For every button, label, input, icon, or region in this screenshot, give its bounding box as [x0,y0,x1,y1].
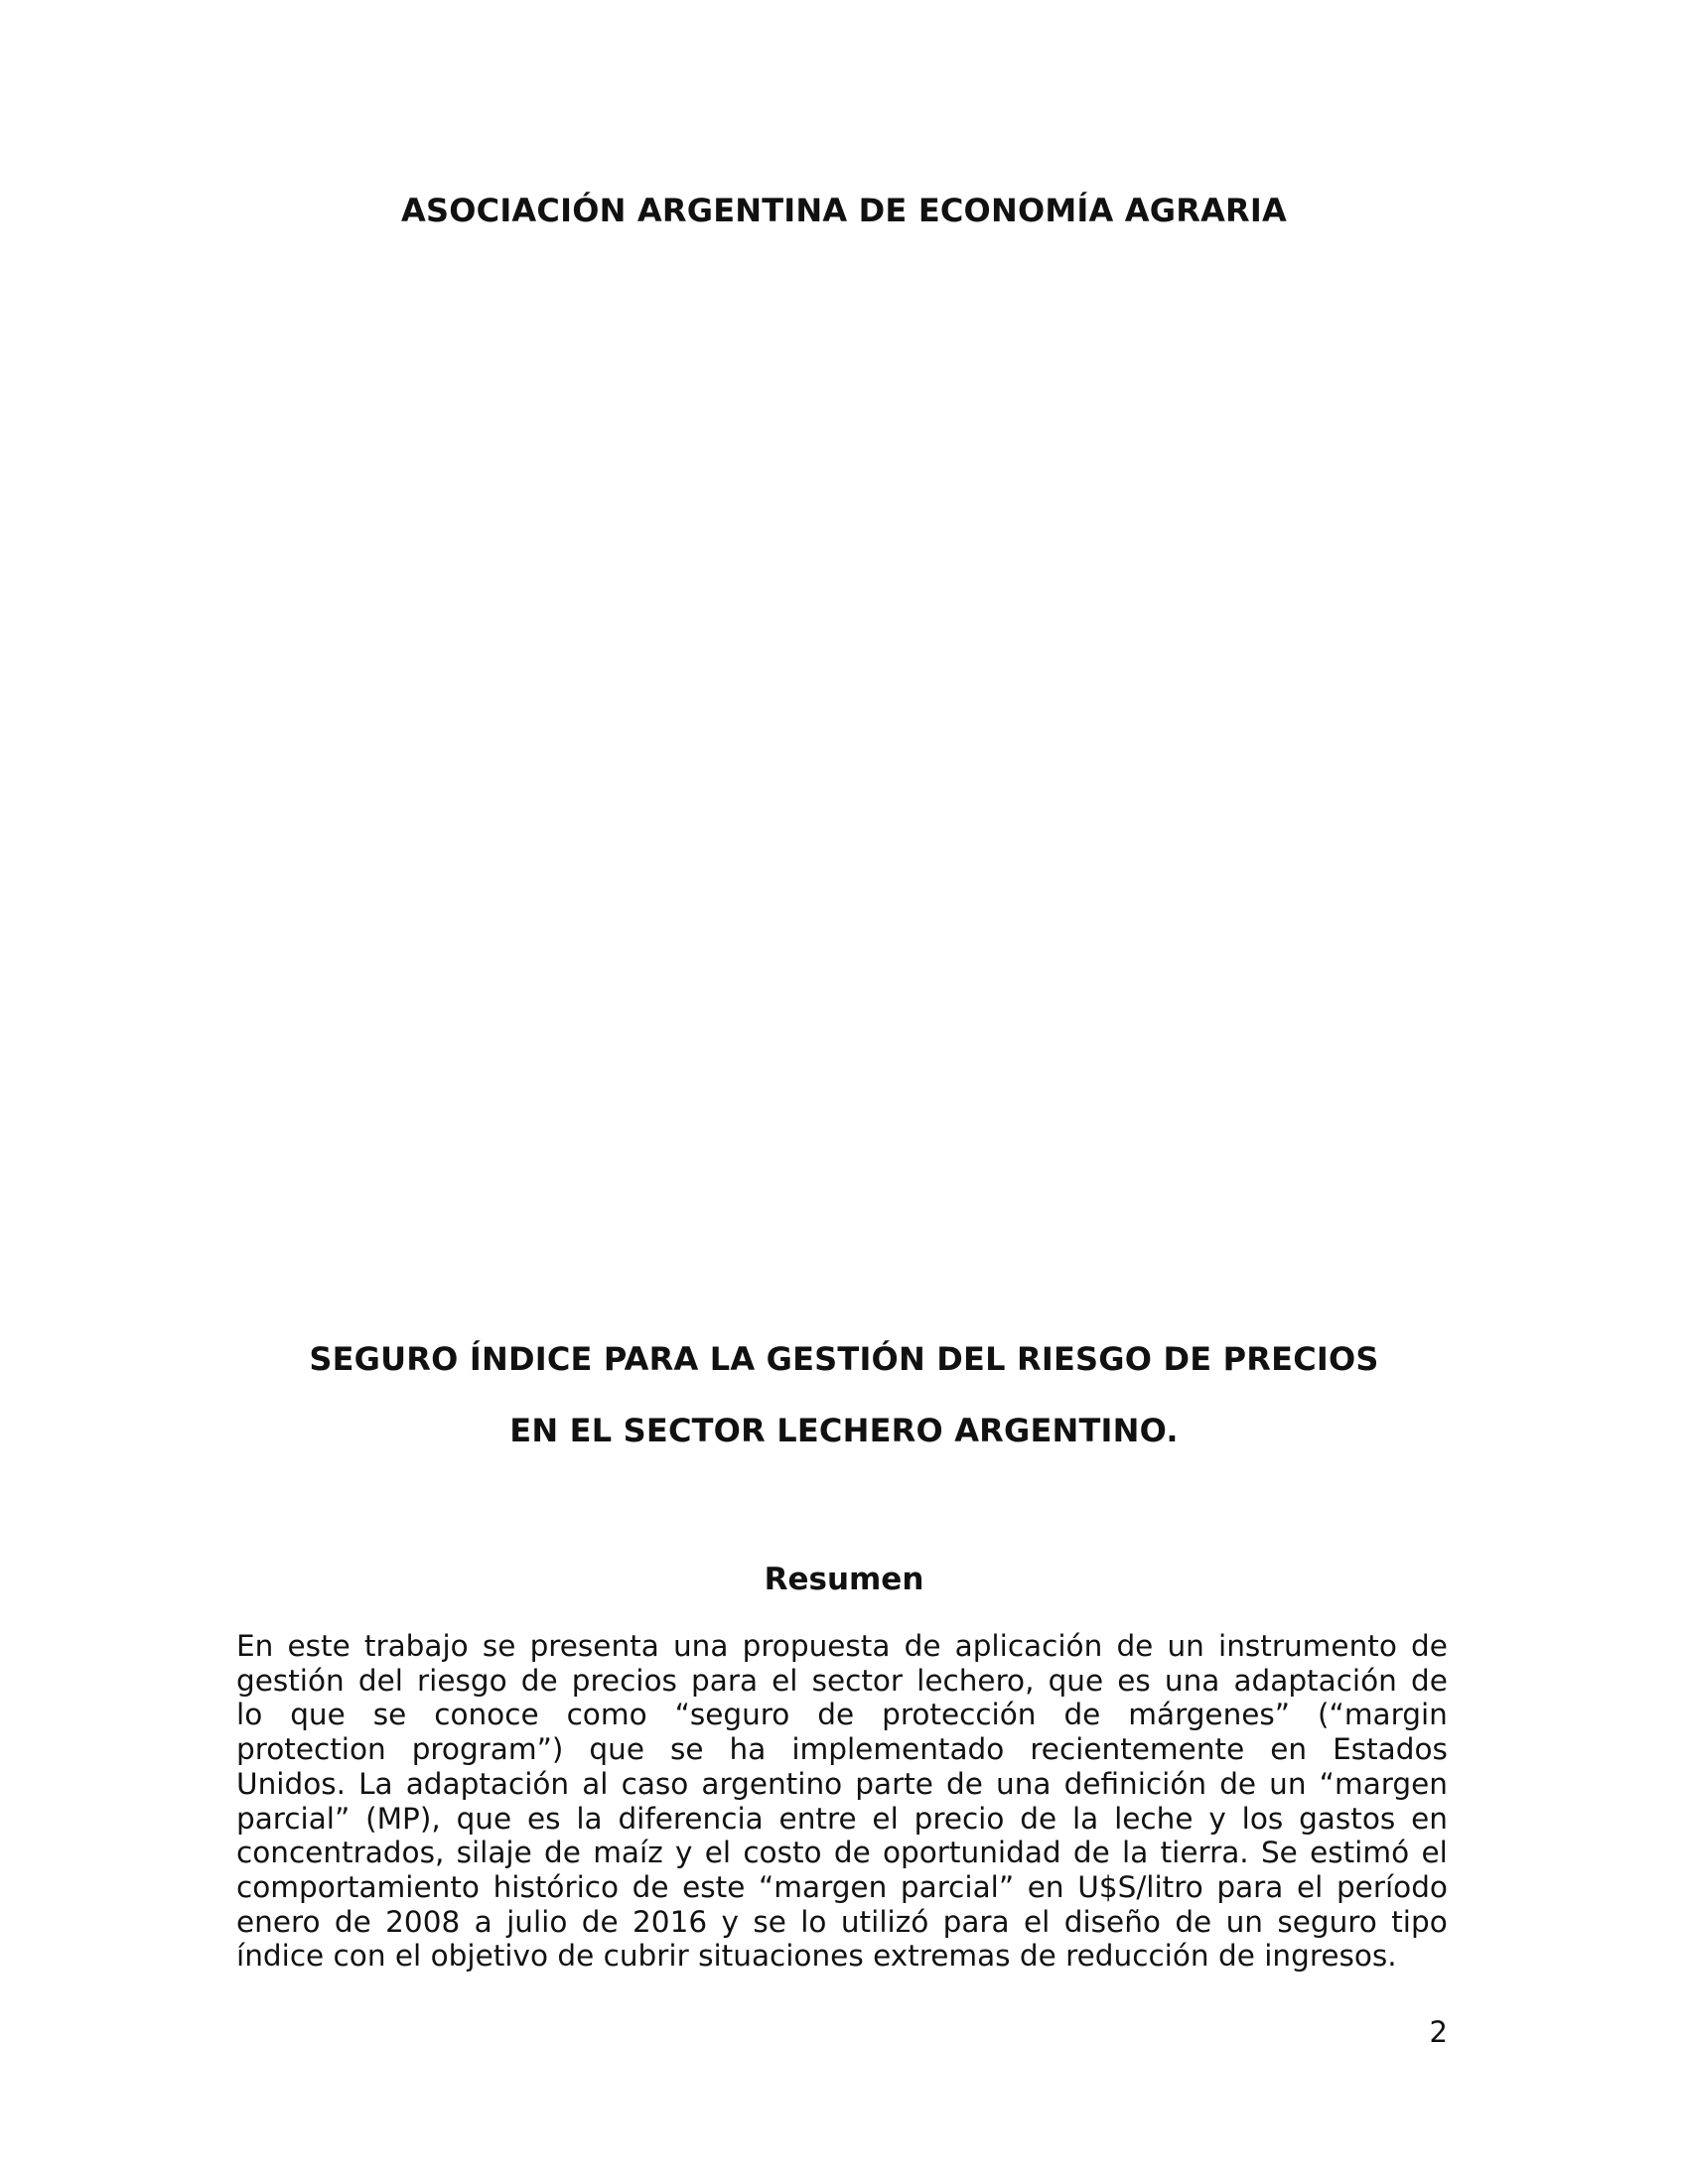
abstract-word: Se [1260,1836,1298,1870]
paper-title-line-2: EN EL SECTOR LECHERO ARGENTINO. [509,1412,1179,1449]
abstract-word: y [1208,1801,1226,1836]
paper-title-line-1: SEGURO ÍNDICE PARA LA GESTIÓN DEL RIESGO DE PRECIOS [309,1340,1379,1378]
abstract-word: silaje [456,1836,532,1870]
abstract-word: parte [855,1766,933,1801]
abstract-word: estimó [1310,1836,1410,1870]
abstract-word: se [753,1904,786,1939]
abstract-word: julio [506,1904,568,1939]
abstract-word: una [672,1629,729,1663]
abstract-word: el [704,1836,732,1870]
abstract-word: es [526,1801,561,1836]
abstract-word: de [632,1869,669,1904]
abstract-word: un [1225,1904,1263,1939]
abstract-word: márgenes” [1128,1698,1291,1732]
abstract-word: gestión [236,1663,345,1698]
abstract-word: en [1027,1869,1064,1904]
abstract-word: de [904,1629,941,1663]
abstract-word: el [1296,1869,1324,1904]
abstract-line [236,1836,1448,1870]
abstract-word: de [1116,1629,1154,1663]
abstract-word: como [566,1698,647,1732]
abstract-word: período [1336,1869,1448,1904]
abstract-word: de [1219,1766,1257,1801]
abstract-word: se [482,1629,516,1663]
abstract-word: de [946,1766,983,1801]
abstract-line [236,1870,1448,1905]
abstract-word: para [942,1904,1010,1939]
abstract-word: de [817,1698,855,1732]
abstract-word: maíz [593,1836,663,1870]
abstract-word: precios [571,1663,677,1698]
abstract-word: de [334,1904,371,1939]
abstract-word: oportunidad [882,1836,1061,1870]
abstract-word: U$S/litro [1077,1869,1203,1904]
abstract-word: “seguro [674,1698,790,1732]
abstract-word: lechero, [916,1663,1035,1698]
abstract-word: trabajo [363,1629,469,1663]
abstract-word: gastos [1299,1801,1396,1836]
abstract-word: entre [778,1801,857,1836]
abstract-word: ha [729,1732,767,1767]
abstract-word: un [1269,1766,1307,1801]
abstract-word: este [287,1629,351,1663]
abstract-word: presenta [529,1629,659,1663]
abstract-body [236,1629,1448,1974]
abstract-word: sector [811,1663,904,1698]
abstract-word: protection [236,1732,386,1767]
abstract-word: “margen [1319,1766,1448,1801]
page-number: 2 [1429,2015,1448,2049]
abstract-word: que [1048,1663,1104,1698]
abstract-word: La [358,1766,393,1801]
abstract-word: se [670,1732,704,1767]
abstract-word: el [1024,1904,1051,1939]
abstract-word: utilizó [840,1904,929,1939]
abstract-word: implementado [791,1732,1005,1767]
abstract-word: de [1020,1801,1057,1836]
abstract-word: y [674,1836,693,1870]
abstract-line: índice con el objetivo de cubrir situaciones extremas de reducción de ingresos. [236,1939,1397,1974]
abstract-word: parcial” [236,1801,351,1836]
abstract-word: adaptación [405,1766,570,1801]
abstract-word: de [833,1836,871,1870]
abstract-word: Unidos. [236,1766,347,1801]
abstract-line [236,1698,1448,1732]
abstract-word: 2008 [385,1904,461,1939]
abstract-word: En [236,1629,274,1663]
abstract-word: (“margin [1318,1698,1448,1732]
abstract-word: se [372,1698,407,1732]
abstract-word: concentrados, [236,1836,445,1870]
abstract-word: diferencia [618,1801,764,1836]
abstract-word: a [474,1904,492,1939]
abstract-word: parcial” [900,1869,1015,1904]
abstract-word: costo [743,1836,822,1870]
abstract-word: este [682,1869,746,1904]
abstract-word: de [1063,1698,1101,1732]
abstract-word: Estados [1333,1732,1448,1767]
abstract-word: histórico [492,1869,620,1904]
abstract-word: de [1411,1629,1448,1663]
abstract-word: una [996,1766,1052,1801]
abstract-word: diseño [1063,1904,1161,1939]
abstract-word: riesgo [417,1663,507,1698]
abstract-line [236,1664,1448,1699]
abstract-word: conoce [434,1698,539,1732]
abstract-word: “margen [759,1869,888,1904]
abstract-word: al [582,1766,609,1801]
abstract-word: de [544,1836,581,1870]
abstract-line [236,1767,1448,1802]
abstract-word: para [691,1663,759,1698]
abstract-word: tipo [1391,1904,1448,1939]
abstract-word: es [1117,1663,1151,1698]
abstract-word: protección [882,1698,1037,1732]
abstract-word: y [721,1904,739,1939]
abstract-word: lo [800,1904,827,1939]
abstract-line [236,1629,1448,1664]
abstract-line [236,1905,1448,1940]
abstract-line [236,1732,1448,1767]
abstract-word: de [1072,1836,1110,1870]
abstract-word: (MP), [365,1801,441,1836]
abstract-word: leche [1114,1801,1194,1836]
abstract-line [236,1802,1448,1837]
abstract-word: tierra. [1160,1836,1249,1870]
abstract-word: seguro [1277,1904,1377,1939]
abstract-word: comportamiento [236,1869,480,1904]
abstract-word: de [1175,1904,1212,1939]
abstract-word: instrumento [1218,1629,1397,1663]
abstract-word: en [1270,1732,1308,1767]
organization-name: ASOCIACIÓN ARGENTINA DE ECONOMÍA AGRARIA [401,192,1287,229]
abstract-word: una [1164,1663,1220,1698]
abstract-heading: Resumen [764,1562,924,1597]
abstract-word: del [357,1663,403,1698]
abstract-word: program”) [411,1732,564,1767]
abstract-word: de [581,1904,619,1939]
abstract-word: que [589,1732,644,1767]
abstract-word: los [1241,1801,1284,1836]
abstract-word: para [1216,1869,1284,1904]
abstract-word: un [1167,1629,1204,1663]
abstract-word: la [576,1801,603,1836]
abstract-word: en [1411,1801,1448,1836]
abstract-word: argentino [701,1766,843,1801]
abstract-word: definición [1063,1766,1207,1801]
abstract-word: la [1122,1836,1149,1870]
abstract-word: lo [236,1698,263,1732]
abstract-word: aplicación [954,1629,1103,1663]
abstract-word: recientemente [1030,1732,1245,1767]
abstract-word: 2016 [633,1904,708,1939]
abstract-word: enero [236,1904,321,1939]
abstract-word: que [456,1801,512,1836]
abstract-word: de [520,1663,558,1698]
abstract-word: que [290,1698,346,1732]
abstract-word: la [1071,1801,1099,1836]
abstract-word: el [1421,1836,1448,1870]
abstract-word: caso [621,1766,689,1801]
abstract-word: el [772,1663,798,1698]
abstract-word: propuesta [742,1629,891,1663]
abstract-word: el [872,1801,899,1836]
abstract-word: precio [914,1801,1005,1836]
abstract-word: adaptación [1233,1663,1397,1698]
abstract-word: de [1410,1663,1448,1698]
